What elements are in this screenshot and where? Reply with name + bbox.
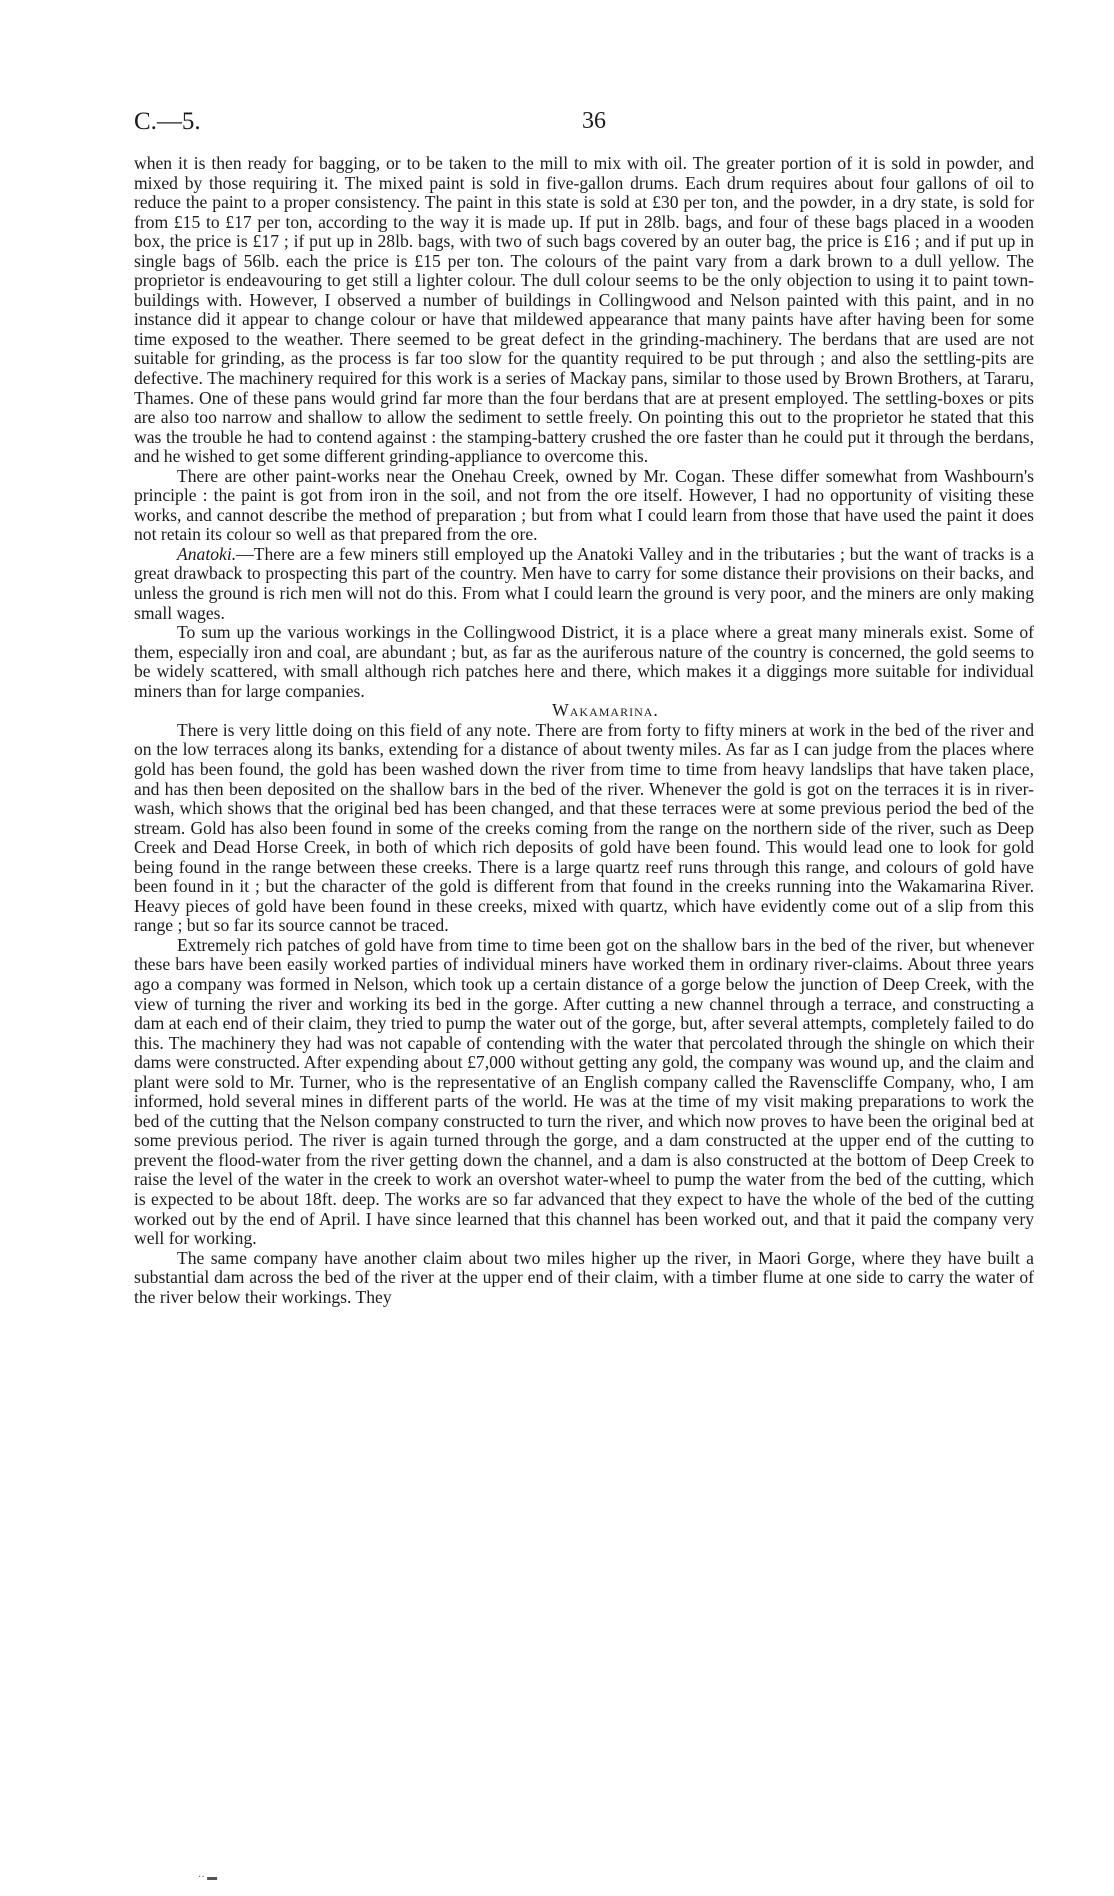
paragraph-anatoki (134, 545, 1034, 623)
section-heading-wakamarina: Wakamarina. (552, 700, 659, 721)
paragraph-maori-gorge: The same company have another claim about two miles higher up the river, in Maori Gorge, where they have built a substantial dam across the bed of the river at the upper end of their claim, with a timber flume at one side to carry the water of the river below their workings. They (134, 1247, 1034, 1307)
paragraph-wakamarina-field: There is very little doing on this field of any note. There are from forty to fifty miners at work in the bed of the river and on the low terraces along its banks, extending for a distance of about twenty miles. As far as I can judge from the places where gold has been found, the gold has been washed down the river from time to time from heavy landslips that have taken place, and has then been deposited on the shallow bars in the bed of the river. Whenever the gold is got on the terraces it is in river-wash, which shows that the original bed has been changed, and that these terraces were at some previous period the bed of the stream. Gold has also been found in some of the creeks coming from the range on the northern side of the river, such as Deep Creek and Dead Horse Creek, in both of which rich deposits of gold have been found. This would lead one to look for gold being found in the range between these creeks. There is a large quartz reef runs through this range, and colours of gold have been found in it ; but the character of the gold is different from that found in the creeks running into the Wakamarina River. Heavy pieces of gold have been found in these creeks, mixed with quartz, which have evidently come out of a slip from this range ; but so far its source cannot be traced. (134, 719, 1034, 936)
document-reference: C.—5. (134, 108, 201, 135)
anatoki-text: —There are a few miners still employed up the Anatoki Valley and in the tributaries ; but the want of tracks is a great drawback to prospecting this part of the country. Men have to carry for some distance their provisions on their backs, and unless the ground is rich men will not do this. From what I could learn the ground is very poor, and the miners are only making small wages. (134, 543, 1034, 623)
paragraph-onehau-paint-works: There are other paint-works near the Onehau Creek, owned by Mr. Cogan. These differ somewhat from Washbourn's principle : the paint is got from iron in the soil, and not from the ore itself. However, I had no opportunity of visiting these works, and cannot describe the method of preparation ; but from what I could learn from those that have used the paint it does not retain its colour so well as that prepared from the ore. (134, 465, 1034, 545)
page-header (134, 108, 1034, 138)
body-text (134, 154, 1034, 1307)
paragraph-river-claims: Extremely rich patches of gold have from time to time been got on the shallow bars in the bed of the river, but whenever these bars have been easily worked parties of individual miners have worked them in ordinary river-claims. About three years ago a company was formed in Nelson, which took up a certain distance of a gorge below the junction of Deep Creek, with the view of turning the river and working its bed in the gorge. After cutting a new channel through a terrace, and constructing a dam at each end of their claim, they tried to pump the water out of the gorge, but, after several attempts, completely failed to do this. The machinery they had was not capable of contending with the water that percolated through the shingle on which their dams were constructed. After expending about £7,000 without getting any gold, the company was wound up, and the claim and plant were sold to Mr. Turner, who is the representative of an English company called the Ravenscliffe Company, who, I am informed, hold several mines in different parts of the world. He was at the time of my visit making preparations to work the bed of the cutting that the Nelson company constructed to turn the river, and which now proves to have been the original bed at some previous period. The river is again turned through the gorge, and a dam constructed at the upper end of the cutting to prevent the flood-water from the river getting down the channel, and a dam is also constructed at the bottom of Deep Creek to raise the level of the water in the creek to work an overshot water-wheel to pump the water from the bed of the cutting, which is expected to be about 18ft. deep. The works are so far advanced that they expect to have the whole of the bed of the cutting worked out by the end of April. I have since learned that this channel has been worked out, and that it paid the company very well for working. (134, 934, 1034, 1249)
anatoki-heading: Anatoki. (177, 543, 237, 564)
footer-mark: ·· ▬ (198, 1872, 218, 1883)
paragraph-collingwood-summary: To sum up the various workings in the Collingwood District, it is a place where a great many minerals exist. Some of them, especially iron and coal, are abundant ; but, as far as the auriferous nature of the country is concerned, the gold seems to be widely scattered, with small although rich patches here and there, which makes it a diggings more suitable for individual miners than for large companies. (134, 622, 1034, 701)
page-number: 36 (582, 108, 606, 134)
paragraph-paint-process: when it is then ready for bagging, or to be taken to the mill to mix with oil. The greater portion of it is sold in powder, and mixed by those requiring it. The mixed paint is sold in five-gallon drums. Each drum requires about four gallons of oil to reduce the paint to a proper consistency. The paint in this state is sold at £30 per ton, and the powder, in a dry state, is sold for from £15 to £17 per ton, according to the way it is made up. If put in 28lb. bags, and four of these bags placed in a wooden box, the price is £17 ; if put up in 28lb. bags, with two of such bags covered by an outer bag, the price is £16 ; and if put up in single bags of 56lb. each the price is £15 per ton. The colours of the paint vary from a dark brown to a dull yellow. The proprietor is endeavouring to get still a lighter colour. The dull colour seems to be the only objection to using it to paint town-buildings with. However, I observed a number of buildings in Collingwood and Nelson painted with this paint, and in no instance did it appear to change colour or have that mildewed appearance that many paints have after having been for some time exposed to the weather. There seemed to be great defect in the grinding-machinery. The berdans that are used are not suitable for grinding, as the process is far too slow for the quantity required to be put through ; and also the settling-pits are defective. The machinery required for this work is a series of Mackay pans, similar to those used by Brown Brothers, at Tararu, Thames. One of these pans would grind far more than the four berdans that are at present employed. The settling-boxes or pits are also too narrow and shallow to allow the sediment to settle freely. On pointing this out to the proprietor he stated that this was the trouble he had to contend against : the stamping-battery crushed the ore faster than he could put it through the berdans, and he wished to get some different grinding-appliance to overcome this. (134, 153, 1034, 467)
